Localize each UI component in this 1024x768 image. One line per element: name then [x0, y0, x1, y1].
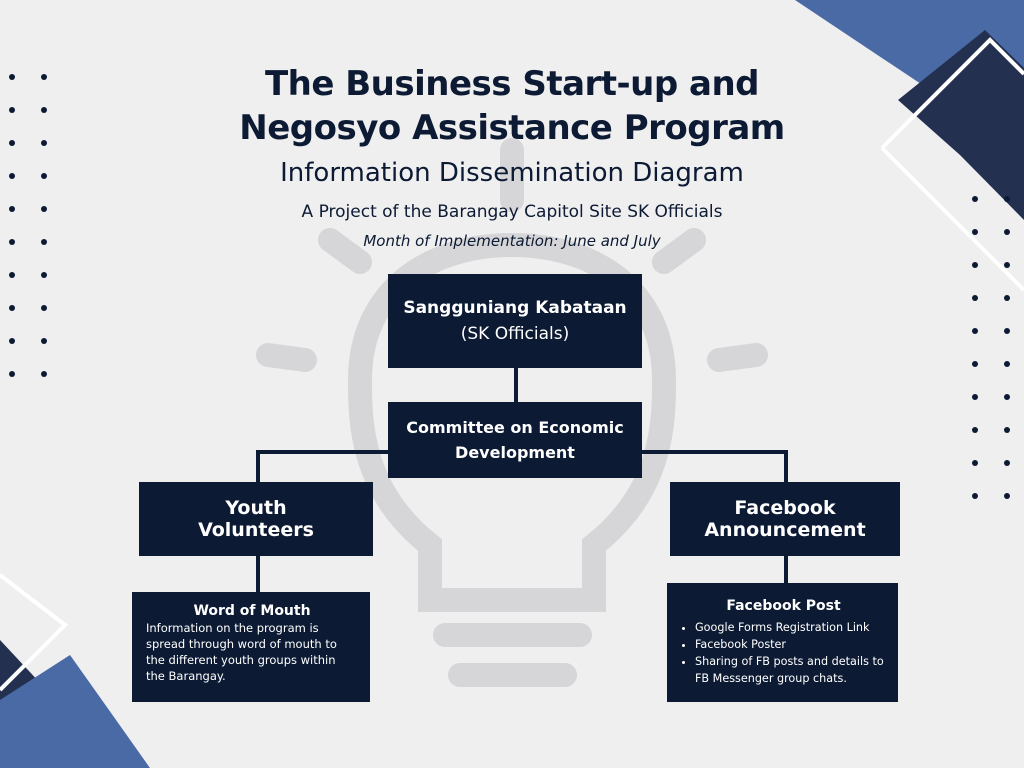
node-facebook-post [667, 583, 898, 702]
node-youth-volunteers [139, 482, 373, 556]
page-title-line-2: Negosyo Assistance Program [239, 108, 785, 148]
list-item: • Sharing of FB posts and details to FB Messenger group chats. [695, 653, 888, 687]
page-title-line-1: The Business Start-up and [264, 64, 760, 104]
node-sk-name: Sangguniang Kabataan [403, 298, 627, 318]
node-fbpost-title: Facebook Post [726, 598, 841, 614]
node-fb-line1: Facebook [734, 497, 836, 519]
node-committee-line1: Committee on Economic [406, 418, 624, 437]
node-youth-line2: Volunteers [198, 519, 314, 541]
node-youth-line1: Youth [225, 497, 287, 519]
node-word-of-mouth [132, 592, 370, 702]
project-credit: A Project of the Barangay Capitol Site SK Officials [301, 202, 723, 222]
node-committee-line2: Development [455, 443, 575, 462]
node-fb-line2: Announcement [704, 519, 866, 541]
diagram-subtitle: Information Dissemination Diagram [280, 158, 744, 188]
implementation-month: Month of Implementation: June and July [363, 232, 661, 250]
node-committee [388, 402, 642, 478]
list-item: • Facebook Poster [695, 636, 888, 653]
node-sangguniang-kabataan [388, 274, 642, 368]
list-item: • Google Forms Registration Link [695, 619, 888, 636]
node-sk-sub: (SK Officials) [460, 324, 570, 344]
node-facebook-announcement [670, 482, 900, 556]
node-wom-text: Information on the program is spread through word of mouth to the different youth groups within the Barangay. [146, 621, 337, 683]
node-wom-title: Word of Mouth [193, 603, 311, 619]
node-fbpost-list [679, 619, 888, 687]
